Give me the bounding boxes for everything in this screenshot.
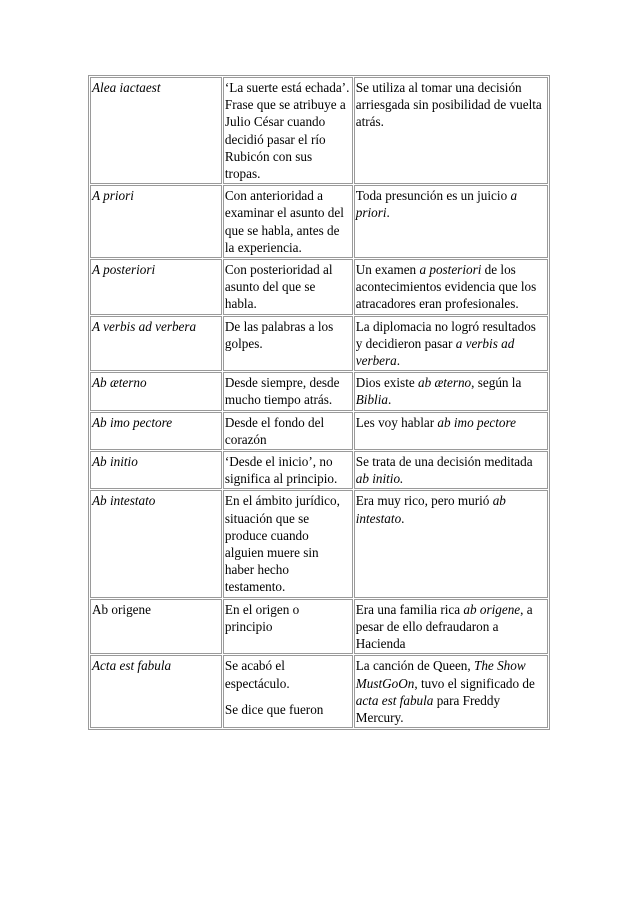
meaning-cell (223, 259, 353, 315)
meaning-extra-text: Se dice que fueron (224, 701, 324, 717)
example-text: Un examen (355, 262, 420, 278)
example-cell (354, 372, 548, 410)
example-cell (354, 655, 548, 728)
example-cell (354, 259, 548, 315)
latin-term-cell: Ab initio (90, 451, 222, 489)
example-text: Se utiliza al tomar una decisión arriesgada sin posibilidad de vuelta atrás. (355, 80, 542, 130)
example-italic-text: a verbis ad verbera (355, 335, 515, 369)
example-text: Era muy rico, pero murió (355, 493, 493, 509)
example-cell (354, 412, 548, 450)
meaning-text: ‘La suerte está echada’. Frase que se atribuye a Julio César cuando decidió pasar el río Rubicón con sus tropas. (224, 80, 350, 182)
latin-term-cell: A verbis ad verbera (90, 316, 222, 372)
meaning-cell (223, 412, 353, 450)
latin-term-cell: Ab origene (90, 599, 222, 655)
example-cell (354, 316, 548, 372)
example-text: Dios existe (355, 375, 419, 391)
example-text: . (401, 510, 405, 526)
table-body (90, 77, 548, 728)
example-italic-text: acta est fabula (355, 692, 434, 708)
example-text: Era una familia rica (355, 601, 464, 617)
table-row (90, 599, 548, 655)
example-text: . (387, 392, 392, 408)
example-italic-text: ab intestato (355, 493, 506, 526)
table-row (90, 490, 548, 597)
example-cell (354, 185, 548, 258)
latin-phrases-table (88, 75, 550, 730)
example-italic-text: The Show MustGoOn (355, 658, 526, 691)
example-cell (354, 451, 548, 489)
meaning-text: En el ámbito jurídico, situación que se produce cuando alguien muere sin haber hecho testamento. (224, 493, 340, 595)
meaning-text: En el origen o principio (224, 601, 300, 634)
example-italic-text: ab initio. (355, 471, 404, 487)
meaning-text: Con posterioridad al asunto del que se habla. (224, 262, 333, 312)
example-cell (354, 490, 548, 597)
meaning-text: Se acabó el espectáculo. (224, 658, 290, 691)
meaning-cell (223, 599, 353, 655)
example-text: Les voy hablar (355, 414, 438, 430)
meaning-cell (223, 185, 353, 258)
meaning-text: Desde siempre, desde mucho tiempo atrás. (224, 375, 340, 408)
meaning-text: Con anterioridad a examinar el asunto del que se habla, antes de la experiencia. (224, 188, 344, 255)
meaning-cell (223, 451, 353, 489)
example-text: Se trata de una decisión meditada (355, 454, 533, 470)
meaning-cell (223, 655, 353, 728)
example-italic-text: a posteriori (419, 262, 482, 278)
example-italic-text: Biblia (355, 392, 388, 408)
meaning-cell (223, 316, 353, 372)
table-row (90, 316, 548, 372)
meaning-cell (223, 77, 353, 184)
example-text: La diplomacia no logró resultados y decidieron pasar (355, 318, 536, 351)
meaning-text: Desde el fondo del corazón (224, 414, 325, 447)
table-row (90, 372, 548, 410)
example-text: . (386, 205, 390, 221)
meaning-cell (223, 490, 353, 597)
table-row (90, 451, 548, 489)
example-cell (354, 599, 548, 655)
example-italic-text: ab imo pectore (437, 414, 517, 430)
example-text: . (396, 353, 401, 369)
latin-term-cell: Alea iactaest (90, 77, 222, 184)
table-row (90, 185, 548, 258)
example-italic-text: ab æterno (418, 375, 472, 391)
meaning-cell (223, 372, 353, 410)
paragraph-gap (225, 692, 350, 701)
example-text: La canción de Queen, (355, 658, 474, 674)
example-italic-text: a priori (355, 188, 518, 221)
example-text: , tuvo el significado de (414, 675, 535, 691)
example-text: para Freddy Mercury. (355, 692, 501, 725)
example-italic-text: ab origene (463, 601, 521, 617)
latin-term-cell: A posteriori (90, 259, 222, 315)
example-text: Toda presunción es un juicio (355, 188, 511, 204)
meaning-text: ‘Desde el inicio’, no significa al principio. (224, 454, 338, 487)
example-text: , según la (471, 375, 522, 391)
latin-term-cell: Ab intestato (90, 490, 222, 597)
example-text: , a pesar de ello defraudaron a Hacienda (355, 601, 533, 652)
example-text: de los acontecimientos evidencia que los atracadores eran profesionales. (355, 262, 537, 312)
meaning-text: De las palabras a los golpes. (224, 318, 334, 351)
table-row (90, 412, 548, 450)
table-row (90, 259, 548, 315)
latin-term-cell: Ab imo pectore (90, 412, 222, 450)
example-cell (354, 77, 548, 184)
latin-term-cell: Ab æterno (90, 372, 222, 410)
latin-term-cell: A priori (90, 185, 222, 258)
table-row (90, 655, 548, 728)
latin-term-cell: Acta est fabula (90, 655, 222, 728)
table-row (90, 77, 548, 184)
